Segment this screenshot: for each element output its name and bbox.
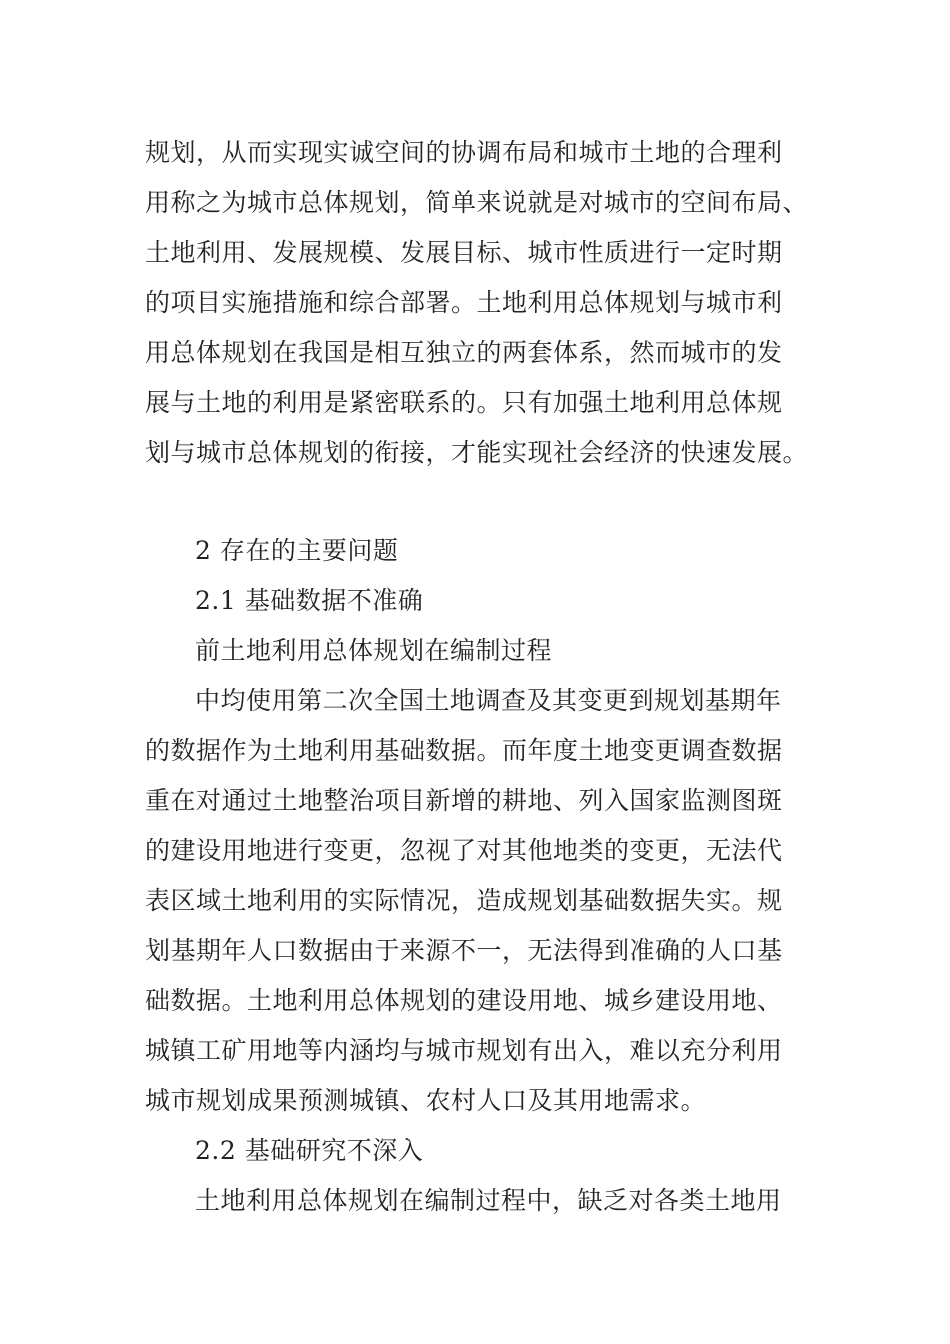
paragraph-line: 土地利用、发展规模、发展目标、城市性质进行一定时期 (145, 238, 783, 267)
paragraph-line: 前土地利用总体规划在编制过程 (195, 636, 553, 665)
paragraph-line: 中均使用第二次全国土地调查及其变更到规划基期年 (195, 686, 782, 715)
paragraph-line: 城市规划成果预测城镇、农村人口及其用地需求。 (145, 1086, 707, 1115)
subsection-heading: 2.1 基础数据不准确 (195, 586, 424, 615)
paragraph-line: 的数据作为土地利用基础数据。而年度土地变更调查数据 (145, 736, 783, 765)
paragraph-line: 表区域土地利用的实际情况，造成规划基础数据失实。规 (145, 886, 783, 915)
section-heading: 2 存在的主要问题 (195, 536, 399, 565)
paragraph-line: 础数据。土地利用总体规划的建设用地、城乡建设用地、 (145, 986, 783, 1015)
paragraph-line: 规划，从而实现实诚空间的协调布局和城市土地的合理利 (145, 138, 783, 167)
subsection-heading: 2.2 基础研究不深入 (195, 1136, 424, 1165)
paragraph-line: 划与城市总体规划的衔接，才能实现社会经济的快速发展。 (145, 438, 809, 467)
paragraph-line: 划基期年人口数据由于来源不一，无法得到准确的人口基 (145, 936, 783, 965)
paragraph-line: 城镇工矿用地等内涵均与城市规划有出入，难以充分利用 (145, 1036, 783, 1065)
paragraph-line: 的建设用地进行变更，忽视了对其他地类的变更，无法代 (145, 836, 783, 865)
paragraph-line: 的项目实施措施和综合部署。土地利用总体规划与城市利 (145, 288, 783, 317)
paragraph-line: 重在对通过土地整治项目新增的耕地、列入国家监测图斑 (145, 786, 783, 815)
paragraph-line: 土地利用总体规划在编制过程中，缺乏对各类土地用 (195, 1186, 782, 1215)
paragraph-line: 用称之为城市总体规划，简单来说就是对城市的空间布局、 (145, 188, 809, 217)
paragraph-line: 展与土地的利用是紧密联系的。只有加强土地利用总体规 (145, 388, 783, 417)
paragraph-line: 用总体规划在我国是相互独立的两套体系，然而城市的发 (145, 338, 783, 367)
